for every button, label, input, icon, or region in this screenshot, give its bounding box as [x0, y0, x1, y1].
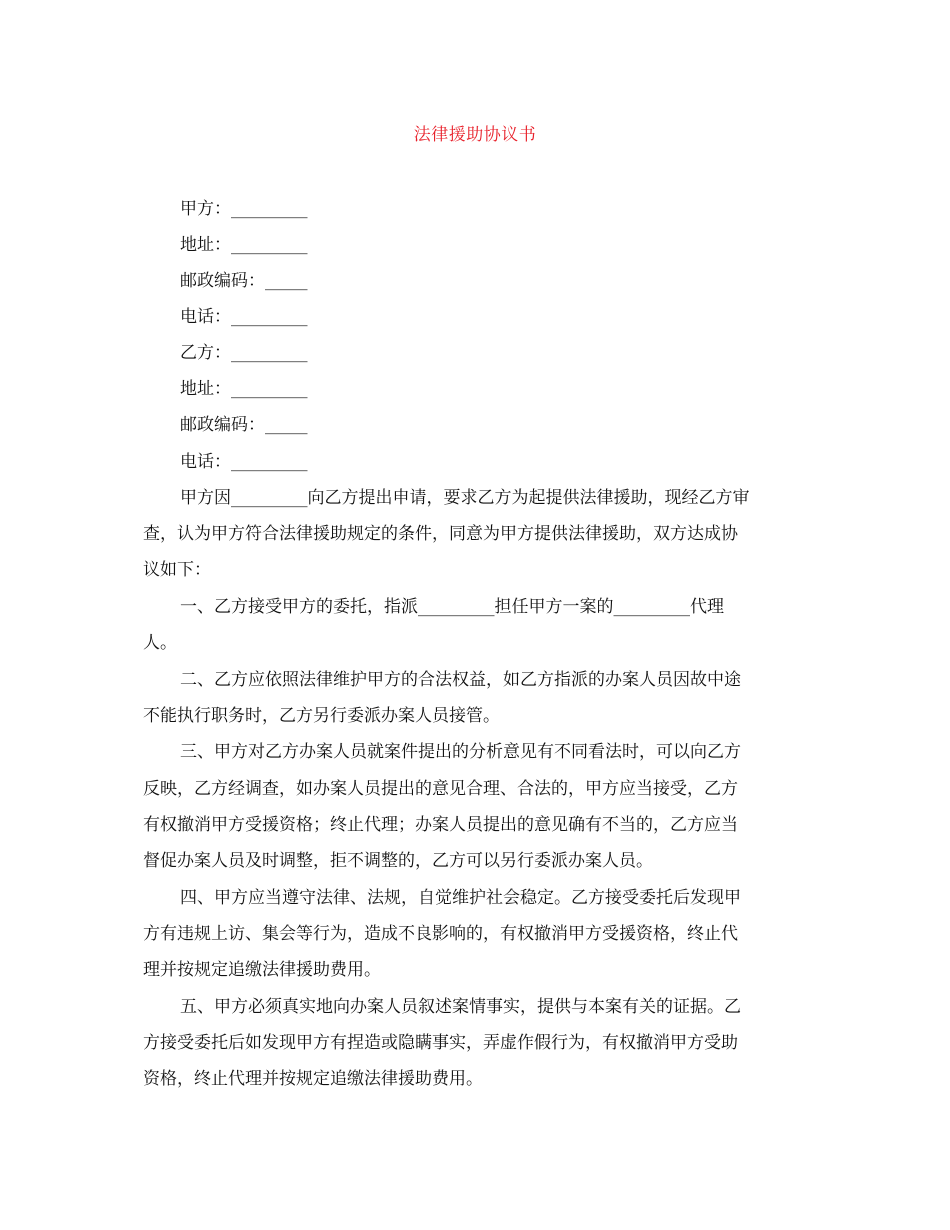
body-line: 五、甲方必须真实地向办案人员叙述案情事实，提供与本案有关的证据。乙	[180, 997, 741, 1017]
body-line: 二、乙方应依照法律维护甲方的合法权益，如乙方指派的办案人员因故中途	[180, 670, 741, 690]
party-a-address-field: 地址：_________	[180, 235, 308, 255]
party-a-name-field: 甲方：_________	[180, 199, 308, 219]
body-line: 方接受委托后如发现甲方有捏造或隐瞒事实，弄虚作假行为，有权撤消甲方受助	[143, 1033, 738, 1053]
body-line: 有权撤消甲方受援资格；终止代理；办案人员提出的意见确有不当的，乙方应当	[143, 815, 738, 835]
party-b-postcode-field: 邮政编码：_____	[180, 415, 308, 435]
body-line: 议如下：	[143, 560, 211, 580]
body-line: 一、乙方接受甲方的委托，指派_________担任甲方一案的_________代理	[180, 597, 724, 617]
party-b-address-field: 地址：_________	[180, 379, 308, 399]
party-a-phone-field: 电话：_________	[180, 307, 308, 327]
body-line: 不能执行职务时，乙方另行委派办案人员接管。	[143, 706, 500, 726]
party-a-postcode-field: 邮政编码：_____	[180, 271, 308, 291]
party-b-phone-field: 电话：_________	[180, 452, 308, 472]
body-line: 三、甲方对乙方办案人员就案件提出的分析意见有不同看法时，可以向乙方	[180, 742, 741, 762]
body-line: 人。	[143, 633, 177, 653]
body-line: 反映，乙方经调查，如办案人员提出的意见合理、合法的，甲方应当接受，乙方	[143, 779, 738, 799]
party-b-name-field: 乙方：_________	[180, 343, 308, 363]
body-line: 甲方因_________向乙方提出申请，要求乙方为起提供法律援助，现经乙方审	[180, 488, 750, 508]
body-line: 查，认为甲方符合法律援助规定的条件，同意为甲方提供法律援助，双方达成协	[143, 524, 738, 544]
body-line: 方有违规上访、集会等行为，造成不良影响的，有权撤消甲方受援资格，终止代	[143, 924, 738, 944]
body-line: 督促办案人员及时调整，拒不调整的，乙方可以另行委派办案人员。	[143, 851, 653, 871]
body-line: 理并按规定追缴法律援助费用。	[143, 960, 381, 980]
document-title: 法律援助协议书	[413, 125, 537, 145]
body-line: 四、甲方应当遵守法律、法规，自觉维护社会稳定。乙方接受委托后发现甲	[180, 888, 741, 908]
body-line: 资格，终止代理并按规定追缴法律援助费用。	[143, 1069, 483, 1089]
